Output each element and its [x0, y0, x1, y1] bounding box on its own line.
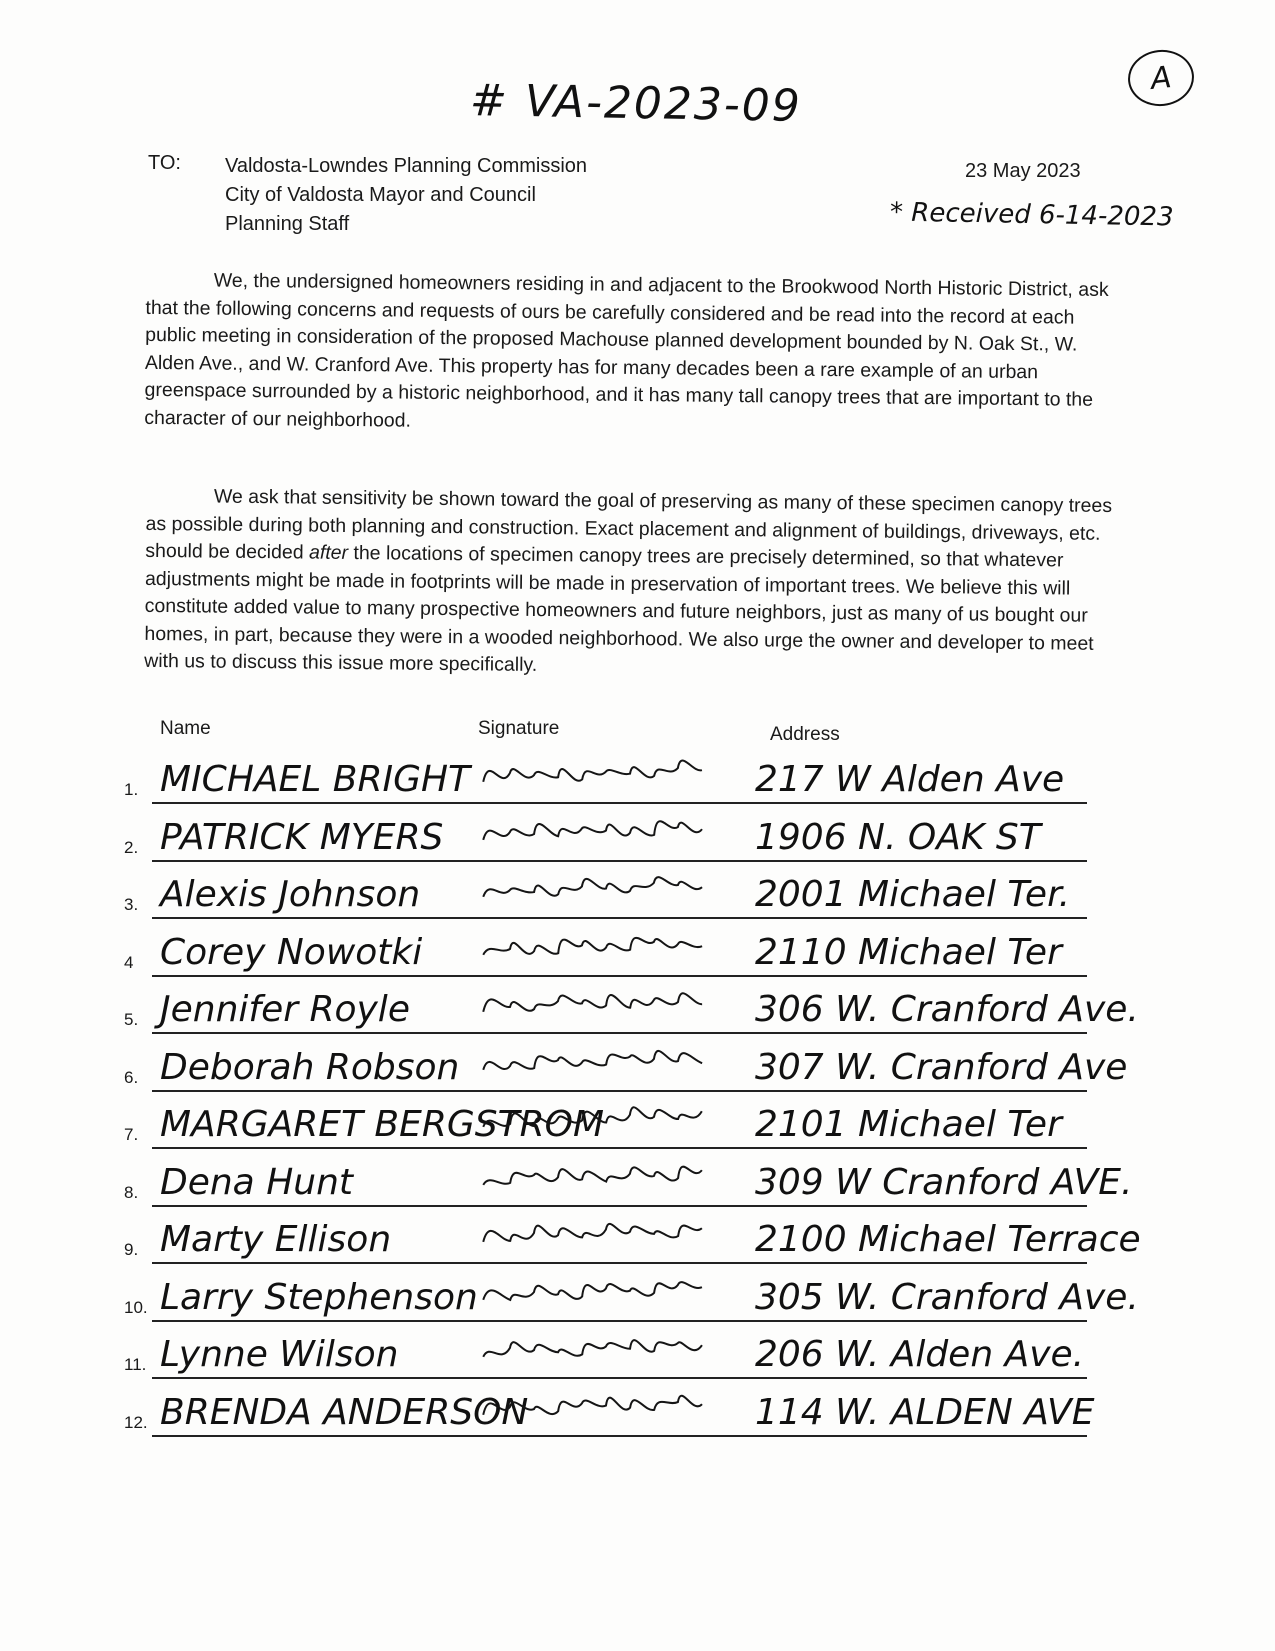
signatory-address: 2100 Michael Terrace [755, 1219, 1141, 1260]
handwritten-signature [477, 1315, 709, 1381]
signatory-address: 114 W. ALDEN AVE [755, 1391, 1095, 1433]
signature-row [0, 1151, 1275, 1209]
paragraph-text: We, the undersigned homeowners residing in and adjacent to the Brookwood North Historic District, ask that the following concerns and requests of ours be carefully considered and be read into the record at each public meeting in consideration of the proposed Machouse planned development bounded by N. Oak St., W. Alden Ave., and W. Cranford Ave. This property has for many decades been a rare example of an urban greenspace surrounded by a historic neighborhood, and it has many tall canopy trees that are important to the character of our neighborhood. [144, 269, 1109, 432]
signatory-name: Jennifer Royle [160, 989, 410, 1030]
row-number: 8. [124, 1182, 139, 1202]
column-header-address: Address [770, 724, 840, 745]
paragraph-text: We ask that sensitivity be shown toward the goal of preserving as many of these specimen canopy trees as possible during both planning and construction. Exact placement and alignment of buildings, driveways, etc. should be decided [145, 485, 1113, 564]
row-number: 7. [124, 1125, 139, 1144]
body-paragraph-2 [144, 483, 1131, 686]
signatory-name: Lynne Wilson [160, 1334, 399, 1375]
paragraph-text: the locations of specimen canopy trees are precisely determined, so that whatever adjustments might be made in footprints will be made in preservation of important trees. We believe this will constitute added value to many prospective homeowners and future neighbors, just as many of us bought our homes, in part, because they were in a wooded neighborhood. We also urge the owner and developer to meet with us to discuss this issue more specifically. [144, 541, 1094, 676]
signatory-address: 306 W. Cranford Ave. [755, 989, 1139, 1030]
signatory-name: Deborah Robson [160, 1046, 460, 1088]
signatory-name: MICHAEL BRIGHT [160, 759, 471, 800]
signatory-address: 2001 Michael Ter. [755, 874, 1071, 915]
signatory-name: Alexis Johnson [160, 874, 421, 915]
case-number: # VA-2023-09 [469, 75, 803, 132]
row-number: 1. [124, 780, 139, 799]
recipient: Valdosta-Lowndes Planning Commission [225, 155, 588, 177]
handwritten-signature [477, 1373, 709, 1439]
signatory-name: Dena Hunt [160, 1161, 354, 1203]
signature-row [0, 1093, 1275, 1151]
signature-line [152, 1435, 1087, 1437]
signatory-address: 217 W Alden Ave [755, 759, 1065, 800]
recipient: City of Valdosta Mayor and Council [225, 184, 536, 206]
row-number: 3. [124, 895, 139, 914]
signatory-name: PATRICK MYERS [160, 816, 444, 858]
signature-row [0, 748, 1275, 806]
handwritten-signature [477, 970, 709, 1036]
handwritten-signature [477, 1200, 709, 1266]
received-note: * Received 6-14-2023 [889, 197, 1174, 233]
recipient: Planning Staff [225, 213, 350, 235]
signature-row [0, 1208, 1275, 1266]
signature-row [0, 1036, 1275, 1094]
signatory-name: Marty Ellison [160, 1219, 392, 1260]
signature-row [0, 1266, 1275, 1324]
emphasis-text: after [308, 541, 349, 564]
handwritten-signature [477, 855, 709, 921]
signatory-name: Larry Stephenson [160, 1276, 478, 1318]
column-header-name: Name [160, 718, 211, 739]
signatory-address: 2110 Michael Ter [755, 931, 1062, 973]
signatory-address: 309 W Cranford AVE. [755, 1161, 1133, 1203]
signatory-name: BRENDA ANDERSON [160, 1391, 529, 1433]
signatory-address: 206 W. Alden Ave. [755, 1334, 1085, 1375]
signature-row [0, 978, 1275, 1036]
row-number: 2. [124, 837, 139, 857]
signature-row [0, 1323, 1275, 1381]
row-number: 10. [124, 1297, 148, 1317]
handwritten-signature [477, 1085, 709, 1151]
signature-row [0, 863, 1275, 921]
row-number: 4 [124, 952, 134, 972]
signatory-address: 2101 Michael Ter [755, 1104, 1062, 1145]
handwritten-signature [477, 1258, 709, 1324]
signatory-address: 305 W. Cranford Ave. [755, 1276, 1139, 1318]
recipient-list [225, 152, 587, 239]
row-number: 9. [124, 1240, 139, 1259]
signatory-name: Corey Nowotki [160, 931, 423, 973]
signature-row [0, 921, 1275, 979]
circled-letter-mark: A [1125, 47, 1196, 110]
handwritten-signature [477, 1143, 709, 1209]
row-number: 5. [124, 1010, 139, 1029]
signature-row [0, 806, 1275, 864]
row-number: 6. [124, 1067, 139, 1087]
to-label: TO: [148, 152, 181, 174]
body-paragraph-1 [144, 267, 1131, 442]
row-number: 12. [124, 1412, 148, 1432]
letter-date: 23 May 2023 [965, 160, 1081, 182]
column-header-signature: Signature [478, 718, 560, 739]
signatory-address: 307 W. Cranford Ave [755, 1046, 1128, 1088]
row-number: 11. [124, 1355, 147, 1374]
handwritten-signature [477, 913, 709, 979]
signatory-address: 1906 N. OAK ST [755, 816, 1041, 858]
signature-row [0, 1381, 1275, 1439]
signatory-name: MARGARET BERGSTROM [160, 1104, 605, 1145]
handwritten-signature [477, 1028, 709, 1094]
handwritten-signature [477, 740, 709, 806]
handwritten-signature [477, 798, 709, 864]
